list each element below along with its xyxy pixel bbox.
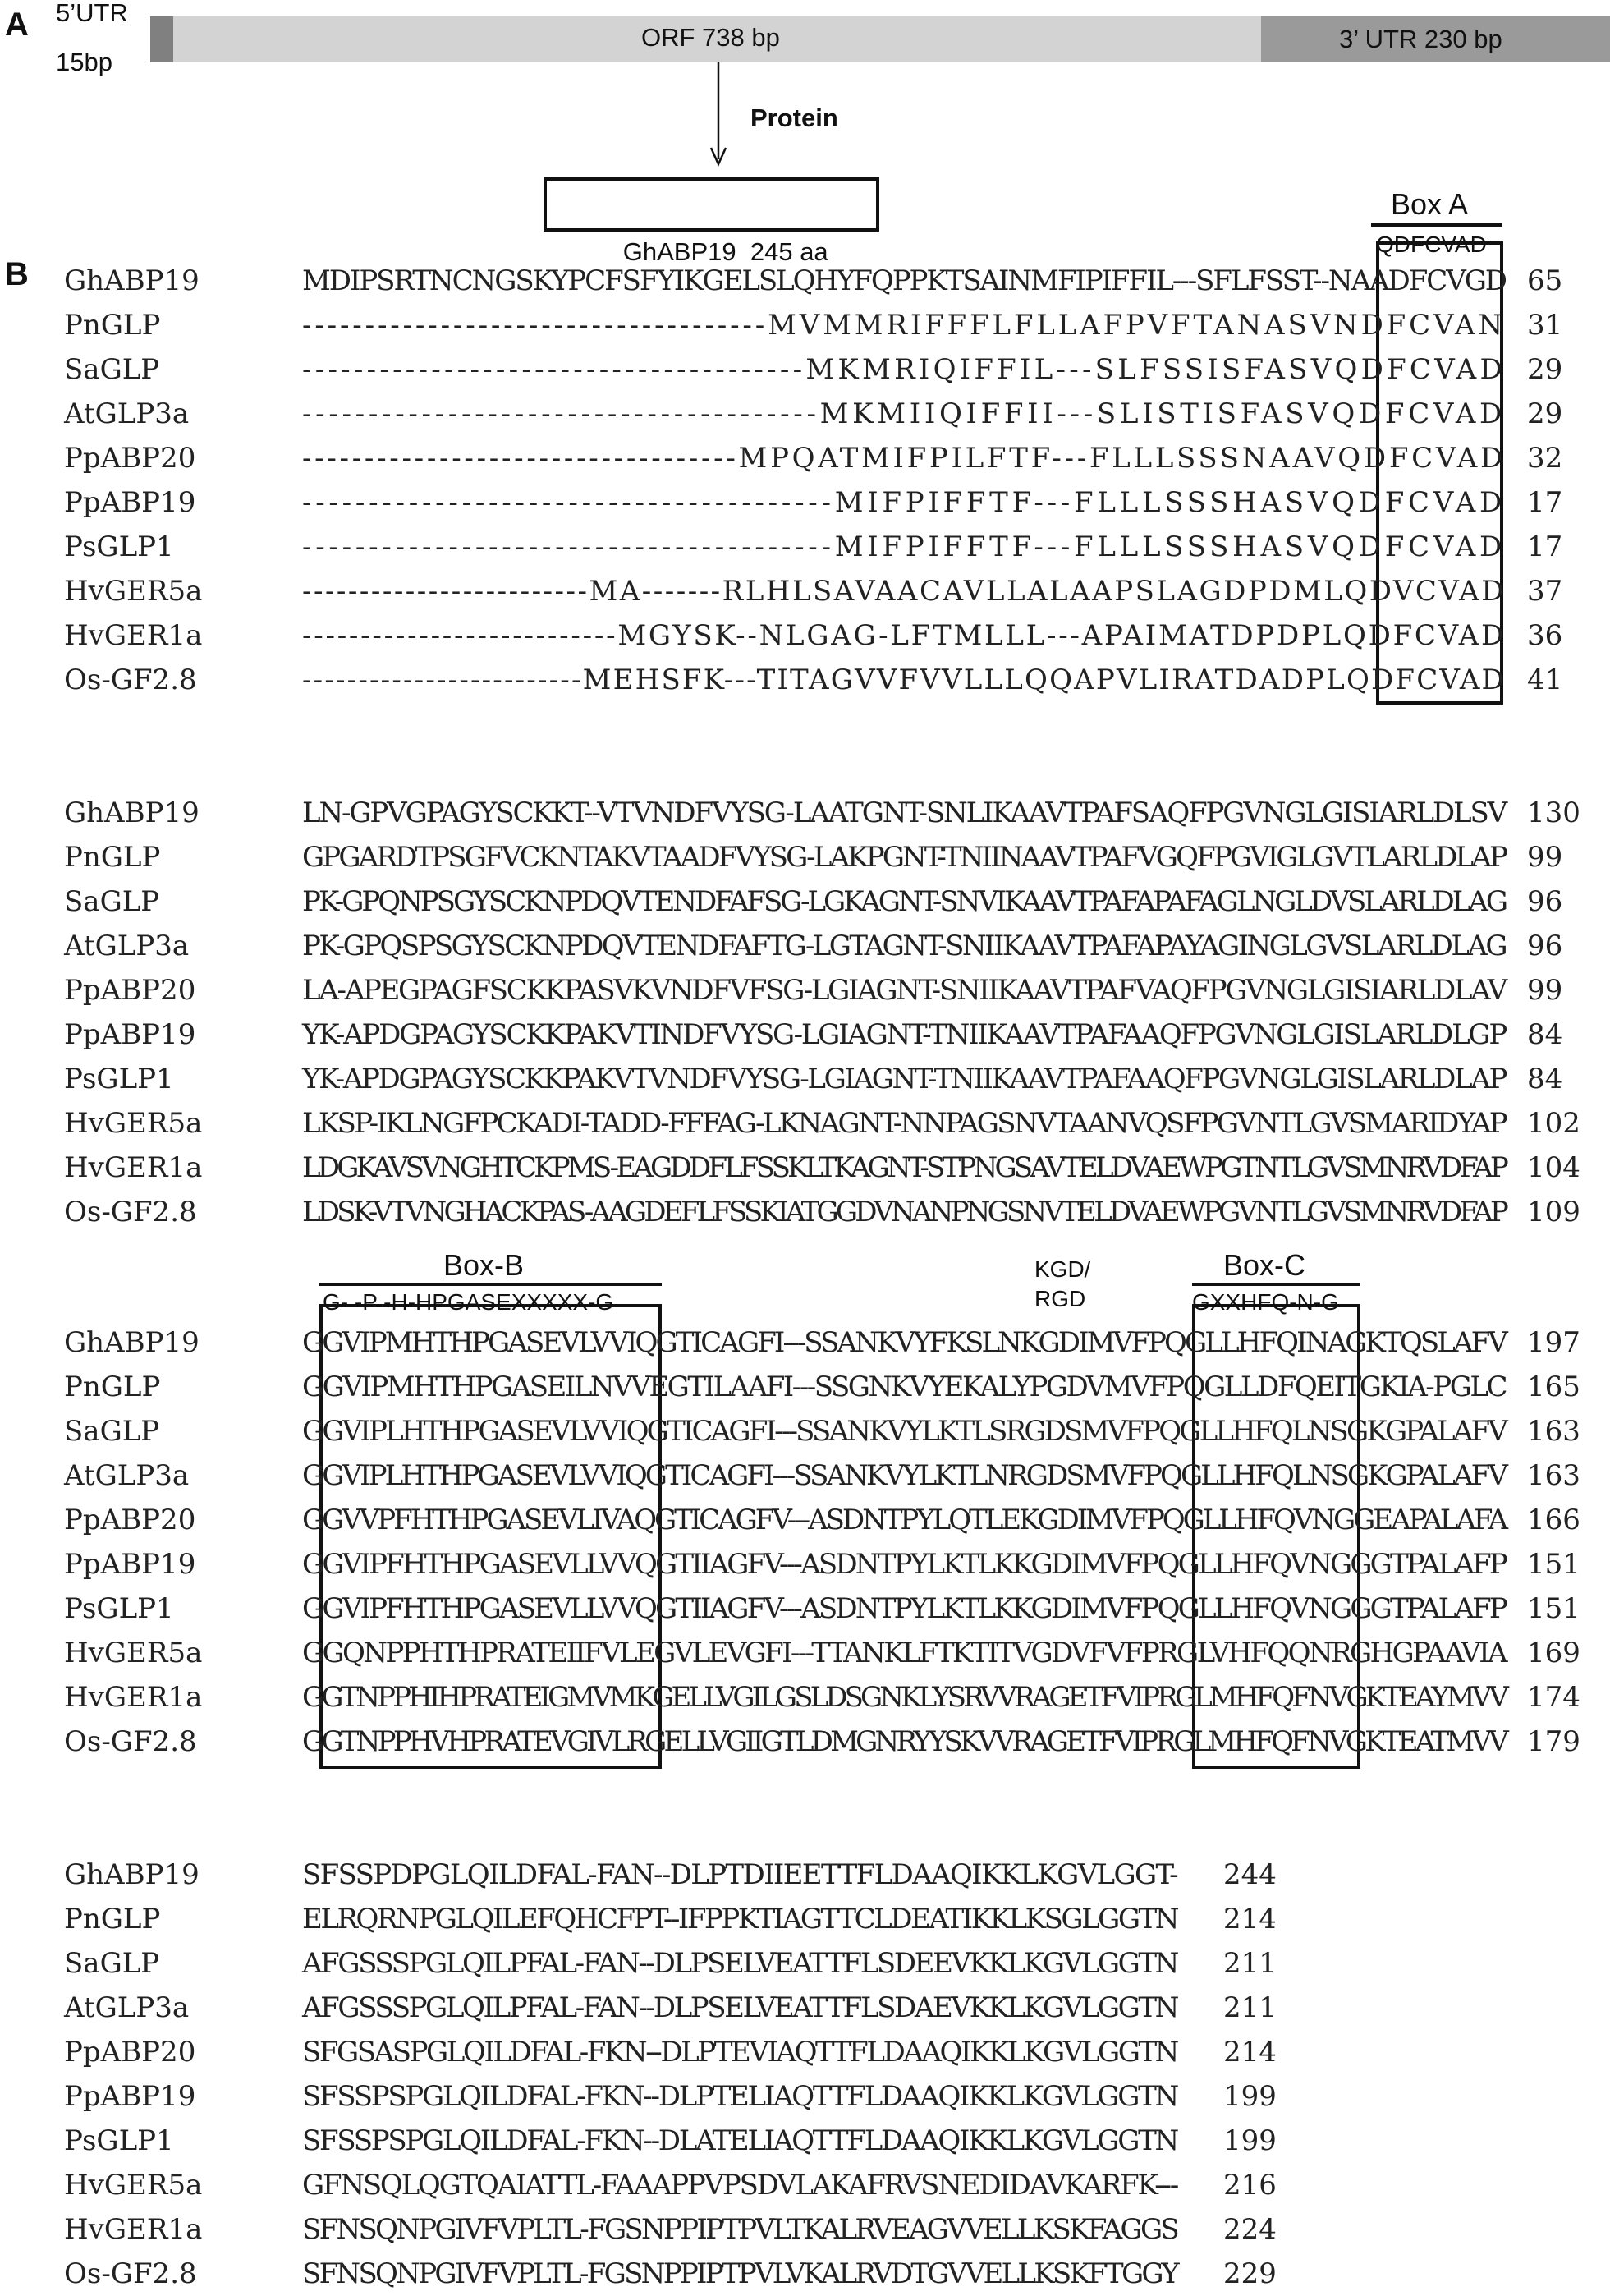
alignment-row	[0, 569, 1610, 613]
sequence-position: 32	[1527, 442, 1563, 475]
alignment-row	[0, 835, 1610, 879]
alignment-row	[0, 1853, 1610, 1897]
sequence-position: 29	[1527, 353, 1563, 386]
sequence-residues: AFGSSSPGLQILPFAL-FAN--DLPSELVEATTFLSDEEVKKLKGVLGGTN	[302, 1947, 1177, 1980]
sequence-residues: LN-GPVGPAGYSCKKT--VTVNDFVYSG-LAATGNT-SNLIKAAVTPAFSAQFPGVNGLGISIARLDLSV	[302, 797, 1507, 829]
sequence-residues: GGVIPFHTHPGASEVLLVVQGTIIAGFV---ASDNTPYLKTLKKGDIMVFPQGLLHFQVNGGGTPALAFP	[302, 1592, 1506, 1625]
sequence-residues: ---------------------------MGYSK--NLGAG-LFTMLLL---APAIMATDPDPLQDFCVAD	[302, 619, 1506, 652]
sequence-residues: SFSSPSPGLQILDFAL-FKN--DLPTELIAQTTFLDAAQIKKLKGVLGGTN	[302, 2080, 1177, 2113]
sequence-name: PpABP20	[64, 442, 196, 475]
sequence-name: PpABP19	[64, 2080, 196, 2113]
sequence-residues: GFNSQLQGTQAIATTL-FAAAPPVPSDVLAKAFRVSNEDIDAVKARFK---	[302, 2169, 1178, 2202]
box-b-title: Box-B	[443, 1248, 525, 1282]
sequence-name: PsGLP1	[64, 530, 174, 563]
box-a-motif: QDFCVAD	[1376, 232, 1487, 257]
sequence-name: SaGLP	[64, 353, 160, 386]
alignment-row	[0, 392, 1610, 436]
box-a-bar	[1371, 223, 1502, 227]
protein-box	[544, 177, 879, 266]
alignment-row	[0, 968, 1610, 1013]
alignment-row	[0, 1365, 1610, 1409]
sequence-residues: -------------------------------------MVMMRIFFFLFLLAFPVFTANASVNDFCVAN	[302, 309, 1507, 342]
sequence-position: 102	[1527, 1107, 1580, 1140]
alignment-row	[0, 1453, 1610, 1498]
sequence-residues: AFGSSSPGLQILPFAL-FAN--DLPSELVEATTFLSDAEVKKLKGVLGGTN	[302, 1991, 1177, 2024]
sequence-name: HvGER5a	[64, 575, 203, 608]
alignment-row	[0, 347, 1610, 392]
sequence-position: 229	[1223, 2257, 1277, 2290]
sequence-name: HvGER1a	[64, 619, 203, 652]
sequence-position: 169	[1527, 1637, 1580, 1669]
sequence-name: PsGLP1	[64, 1592, 174, 1625]
sequence-name: PsGLP1	[64, 2124, 174, 2157]
alignment-row	[0, 791, 1610, 835]
sequence-residues: GGTNPPHIHPRATEIGMVMKGELLVGILGSLDSGNKLYSRVVRAGETFVIPRGLMHFQFNVGKTEAYMVV	[302, 1681, 1507, 1714]
sequence-name: Os-GF2.8	[64, 2257, 197, 2290]
sequence-position: 179	[1527, 1725, 1580, 1758]
alignment-row	[0, 1675, 1610, 1720]
sequence-position: 96	[1527, 885, 1563, 918]
sequence-residues: ----------------------------------------MIFPIFFTF---FLLLSSSHASVQDFCVAD	[302, 486, 1507, 519]
sequence-name: PpABP19	[64, 1548, 196, 1581]
box-c-bar	[1192, 1283, 1360, 1286]
alignment-row	[0, 480, 1610, 525]
utr5-label-line1: 5’UTR	[56, 0, 128, 27]
sequence-position: 31	[1527, 309, 1563, 342]
orf-label: ORF 738 bp	[641, 23, 780, 52]
sequence-name: SaGLP	[64, 1415, 160, 1448]
alignment-row	[0, 303, 1610, 347]
sequence-name: PnGLP	[64, 1371, 161, 1403]
alignment-row	[0, 2074, 1610, 2119]
sequence-residues: GGVIPFHTHPGASEVLLVVQGTIIAGFV---ASDNTPYLKTLKKGDIMVFPQGLLHFQVNGGGTPALAFP	[302, 1548, 1506, 1581]
sequence-residues: LKSP-IKLNGFPCKADI-TADD-FFFAG-LKNAGNT-NNPAGSNVTAANVQSFPGVNTLGVSMARIDYAP	[302, 1107, 1507, 1140]
alignment-row	[0, 1986, 1610, 2030]
box-a-title: Box A	[1391, 187, 1469, 221]
protein-box-label: GhABP19 245 aa	[622, 237, 828, 266]
alignment-row	[0, 1587, 1610, 1631]
utr5-segment	[150, 16, 173, 62]
sequence-residues: SFSSPSPGLQILDFAL-FKN--DLATELIAQTTFLDAAQIKKLKGVLGGTN	[302, 2124, 1178, 2157]
kgd-label-line2: RGD	[1034, 1286, 1086, 1311]
sequence-position: 99	[1527, 841, 1563, 874]
sequence-name: SaGLP	[64, 885, 160, 918]
sequence-residues: GGVIPLHTHPGASEVLVVIQGTICAGFI---SSANKVYLKTLNRGDSMVFPQGLLHFQLNSGKGPALAFV	[302, 1459, 1506, 1492]
alignment-row	[0, 1101, 1610, 1146]
kgd-label-line1: KGD/	[1034, 1256, 1091, 1282]
sequence-residues: MDIPSRTNCNGSKYPCFSFYIKGELSLQHYFQPPKTSAINMFIPIFFIL---SFLFSST--NAADFCVGD	[302, 264, 1507, 297]
alignment-row	[0, 1409, 1610, 1453]
sequence-position: 65	[1527, 264, 1563, 297]
sequence-position: 109	[1527, 1196, 1580, 1228]
sequence-position: 244	[1223, 1858, 1277, 1891]
sequence-position: 84	[1527, 1063, 1563, 1095]
sequence-residues: GGTNPPHVHPRATEVGIVLRGELLVGIIGTLDMGNRYYSKVVRAGETFVIPRGLMHFQFNVGKTEATMVV	[302, 1725, 1506, 1758]
alignment-row	[0, 2119, 1610, 2163]
sequence-residues: GGVIPLHTHPGASEVLVVIQGTICAGFI---SSANKVYLKTLSRGDSMVFPQGLLHFQLNSGKGPALAFV	[302, 1415, 1506, 1448]
sequence-residues: GPGARDTPSGFVCKNTAKVTAADFVYSG-LAKPGNT-TNIINAAVTPAFVGQFPGVIGLGVTLARLDLAP	[302, 841, 1506, 874]
alignment-row	[0, 613, 1610, 658]
sequence-position: 17	[1527, 486, 1563, 519]
alignment-row	[0, 1631, 1610, 1675]
box-c-motif: GXXHFQ-N-G	[1192, 1289, 1339, 1315]
sequence-name: HvGER5a	[64, 1107, 203, 1140]
sequence-name: PpABP20	[64, 1504, 196, 1536]
sequence-name: Os-GF2.8	[64, 664, 197, 696]
sequence-residues: LDSK-VTVNGHACKPAS-AAGDEFLFSSKIATGGDVNANPNGSNVTELDVAEWPGVNTLGVSMNRVDFAP	[302, 1196, 1507, 1228]
sequence-position: 104	[1527, 1151, 1580, 1184]
sequence-residues: GGVVPFHTHPGASEVLIVAQGTICAGFV---ASDNTPYLQTLEKGDIMVFPQGLLHFQVNGGEAPALAFA	[302, 1504, 1506, 1536]
alignment-row	[0, 1897, 1610, 1941]
sequence-position: 174	[1527, 1681, 1580, 1714]
sequence-position: 216	[1223, 2169, 1277, 2202]
sequence-name: PpABP19	[64, 1018, 196, 1051]
sequence-position: 17	[1527, 530, 1563, 563]
sequence-name: AtGLP3a	[64, 930, 190, 962]
alignment-row	[0, 2252, 1610, 2296]
sequence-residues: SFNSQNPGIVFVPLTL-FGSNPPIPTPVLVKALRVDTGVVELLKSKFTGGY	[302, 2257, 1177, 2290]
alignment-row	[0, 1190, 1610, 1234]
sequence-position: 99	[1527, 974, 1563, 1007]
sequence-name: PsGLP1	[64, 1063, 174, 1095]
sequence-position: 41	[1527, 664, 1563, 696]
alignment-row	[0, 2030, 1610, 2074]
sequence-residues: LDGKAVSVNGHTCKPMS-EAGDDFLFSSKLTKAGNT-STPNGSAVTELDVAEWPGTNTLGVSMNRVDFAP	[302, 1151, 1506, 1184]
sequence-residues: YK-APDGPAGYSCKKPAKVTVNDFVYSG-LGIAGNT-TNIIKAAVTPAFAAQFPGVNGLGISLARLDLAP	[302, 1063, 1506, 1095]
utr3-label: 3’ UTR 230 bp	[1339, 25, 1502, 53]
sequence-name: SaGLP	[64, 1947, 160, 1980]
sequence-residues: -------------------------MEHSFK---TITAGVVFVVLLLQQAPVLIRATDADPLQDFCVAD	[302, 664, 1506, 696]
alignment-row	[0, 879, 1610, 924]
sequence-residues: YK-APDGPAGYSCKKPAKVTINDFVYSG-LGIAGNT-TNIIKAAVTPAFAAQFPGVNGLGISLARLDLGP	[302, 1018, 1506, 1051]
alignment-row	[0, 259, 1610, 303]
alignment-row	[0, 1498, 1610, 1542]
sequence-residues: GGQNPPHTHPRATEIIFVLEGVLEVGFI---TTANKLFTKTITVGDVFVFPRGLVHFQQNRGHGPAAVIA	[302, 1637, 1506, 1669]
alignment-row	[0, 1941, 1610, 1986]
alignment-row	[0, 1542, 1610, 1587]
panel-a-label: A	[5, 7, 29, 43]
sequence-residues: SFNSQNPGIVFVPLTL-FGSNPPIPTPVLTKALRVEAGVVELLKSKFAGGS	[302, 2213, 1177, 2246]
alignment-row	[0, 436, 1610, 480]
alignment-row	[0, 1013, 1610, 1057]
sequence-name: AtGLP3a	[64, 397, 190, 430]
alignment-row	[0, 658, 1610, 702]
alignment-row	[0, 1146, 1610, 1190]
alignment-row	[0, 525, 1610, 569]
alignment-row	[0, 1320, 1610, 1365]
sequence-residues: SFSSPDPGLQILDFAL-FAN--DLPTDIIEETTFLDAAQIKKLKGVLGGT-	[302, 1858, 1177, 1891]
sequence-residues: ----------------------------------------MIFPIFFTF---FLLLSSSHASVQDFCVAD	[302, 530, 1507, 563]
alignment-row	[0, 2163, 1610, 2207]
alignment-row	[0, 924, 1610, 968]
sequence-name: HvGER1a	[64, 1151, 203, 1184]
sequence-position: 214	[1223, 2036, 1277, 2069]
sequence-residues: -------------------------MA-------RLHLSAVAACAVLLALAAPSLAGDPDMLQDVCVAD	[302, 575, 1506, 608]
sequence-position: 199	[1223, 2124, 1277, 2157]
utr5-label-line2: 15bp	[56, 48, 112, 76]
sequence-position: 37	[1527, 575, 1563, 608]
sequence-position: 36	[1527, 619, 1563, 652]
sequence-name: Os-GF2.8	[64, 1196, 197, 1228]
sequence-position: 224	[1223, 2213, 1277, 2246]
sequence-position: 166	[1527, 1504, 1580, 1536]
alignment-row	[0, 2207, 1610, 2252]
alignment-row	[0, 1057, 1610, 1101]
sequence-name: GhABP19	[64, 1326, 200, 1359]
sequence-name: PnGLP	[64, 841, 161, 874]
sequence-position: 211	[1223, 1991, 1277, 2024]
sequence-name: PpABP20	[64, 974, 196, 1007]
sequence-residues: ELRQRNPGLQILEFQHCFPT--IFPPKTIAGTTCLDEATIKKLKSGLGGTN	[302, 1903, 1177, 1936]
sequence-position: 214	[1223, 1903, 1277, 1936]
sequence-name: HvGER1a	[64, 2213, 203, 2246]
sequence-position: 163	[1527, 1415, 1580, 1448]
box-b-motif: G- -P -H-HPGASEXXXXX-G	[323, 1289, 614, 1315]
sequence-residues: GGVIPMHTHPGASEILNVVEGTILAAFI---SSGNKVYEKALYPGDVMVFPQGLLDFQEITGKIA-PGLC	[302, 1371, 1506, 1403]
sequence-position: 130	[1527, 797, 1580, 829]
sequence-name: AtGLP3a	[64, 1991, 190, 2024]
sequence-name: PpABP19	[64, 486, 196, 519]
sequence-residues: ---------------------------------------MKMIIQIFFII---SLISTISFASVQDFCVAD	[302, 397, 1506, 430]
sequence-position: 29	[1527, 397, 1563, 430]
down-arrow-icon	[706, 62, 731, 169]
sequence-residues: -----------------------------------MPQATMIFPILFTF---FLLLSSSNAAVQDFCVAD	[302, 442, 1506, 475]
sequence-name: GhABP19	[64, 797, 200, 829]
sequence-name: Os-GF2.8	[64, 1725, 197, 1758]
sequence-name: GhABP19	[64, 1858, 200, 1891]
sequence-position: 199	[1223, 2080, 1277, 2113]
sequence-position: 197	[1527, 1326, 1580, 1359]
sequence-residues: GGVIPMHTHPGASEVLVVIQGTICAGFI---SSANKVYFKSLNKGDIMVFPQGLLHFQINAGKTQSLAFV	[302, 1326, 1506, 1359]
sequence-position: 151	[1527, 1548, 1580, 1581]
box-c-title: Box-C	[1223, 1248, 1306, 1282]
sequence-name: HvGER5a	[64, 1637, 203, 1669]
sequence-position: 96	[1527, 930, 1563, 962]
sequence-residues: SFGSASPGLQILDFAL-FKN--DLPTEVIAQTTFLDAAQIKKLKGVLGGTN	[302, 2036, 1177, 2069]
sequence-residues: PK-GPQNPSGYSCKNPDQVTENDFAFSG-LGKAGNT-SNVIKAAVTPAFAPAFAGLNGLDVSLARLDLAG	[302, 885, 1506, 918]
panel-b-label: B	[5, 256, 29, 292]
sequence-position: 211	[1223, 1947, 1277, 1980]
sequence-residues: PK-GPQSPSGYSCKNPDQVTENDFAFTG-LGTAGNT-SNIIKAAVTPAFAPAYAGINGLGVSLARLDLAG	[302, 930, 1506, 962]
sequence-residues: ---------------------------------------MKMRIQIFFIL---SLFSSISFASVQDFCVAD	[302, 353, 1506, 386]
box-b-bar	[319, 1283, 662, 1286]
alignment-row	[0, 1720, 1610, 1764]
sequence-name: PnGLP	[64, 309, 161, 342]
sequence-name: GhABP19	[64, 264, 200, 297]
sequence-name: HvGER5a	[64, 2169, 203, 2202]
sequence-name: PnGLP	[64, 1903, 161, 1936]
sequence-name: AtGLP3a	[64, 1459, 190, 1492]
sequence-position: 165	[1527, 1371, 1580, 1403]
sequence-position: 151	[1527, 1592, 1580, 1625]
sequence-position: 84	[1527, 1018, 1563, 1051]
protein-label: Protein	[750, 103, 838, 132]
sequence-name: HvGER1a	[64, 1681, 203, 1714]
sequence-residues: LA-APEGPAGFSCKKPASVKVNDFVFSG-LGIAGNT-SNIIKAAVTPAFVAQFPGVNGLGISIARLDLAV	[302, 974, 1507, 1007]
sequence-position: 163	[1527, 1459, 1580, 1492]
sequence-name: PpABP20	[64, 2036, 196, 2069]
